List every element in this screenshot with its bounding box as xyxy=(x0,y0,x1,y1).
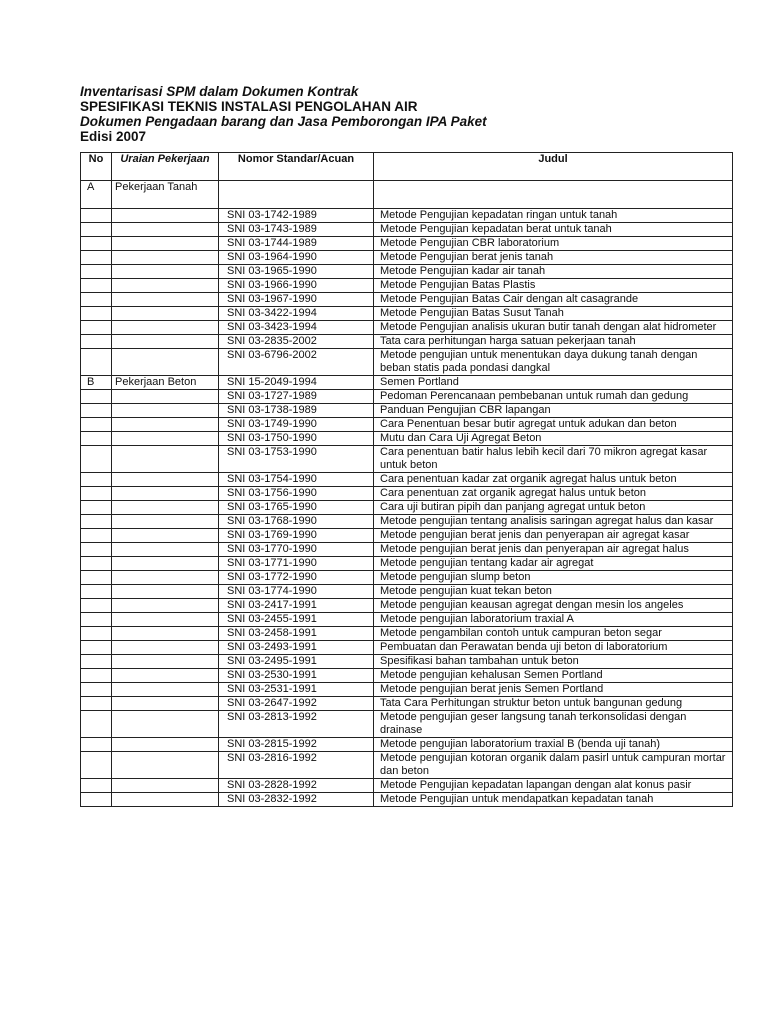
cell-nomor: SNI 03-1753-1990 xyxy=(219,446,374,473)
cell-nomor: SNI 03-2813-1992 xyxy=(219,711,374,738)
cell-judul: Metode pengujian berat jenis dan penyerapan air agregat kasar xyxy=(374,529,733,543)
cell-judul: Semen Portland xyxy=(374,376,733,390)
cell-judul: Metode pengujian berat jenis dan penyerapan air agregat halus xyxy=(374,543,733,557)
cell-judul: Metode pengujian tentang analisis saringan agregat halus dan kasar xyxy=(374,515,733,529)
table-row xyxy=(81,237,733,251)
cell-nomor: SNI 03-2828-1992 xyxy=(219,779,374,793)
cell-nomor: SNI 03-6796-2002 xyxy=(219,349,374,376)
column-header-uraian: Uraian Pekerjaan xyxy=(112,153,219,181)
cell-uraian xyxy=(112,655,219,669)
cell-nomor: SNI 03-2832-1992 xyxy=(219,793,374,807)
header-line-4: Edisi 2007 xyxy=(80,129,147,144)
cell-nomor: SNI 03-1738-1989 xyxy=(219,404,374,418)
cell-no xyxy=(81,432,112,446)
cell-nomor: SNI 03-3423-1994 xyxy=(219,321,374,335)
cell-uraian xyxy=(112,613,219,627)
column-header-nomor: Nomor Standar/Acuan xyxy=(219,153,374,181)
cell-judul: Metode Pengujian untuk mendapatkan kepadatan tanah xyxy=(374,793,733,807)
table-row xyxy=(81,418,733,432)
cell-uraian xyxy=(112,571,219,585)
cell-no xyxy=(81,585,112,599)
cell-judul: Metode Pengujian analisis ukuran butir tanah dengan alat hidrometer xyxy=(374,321,733,335)
cell-uraian xyxy=(112,321,219,335)
cell-nomor: SNI 03-1765-1990 xyxy=(219,501,374,515)
table-row xyxy=(81,585,733,599)
cell-nomor: SNI 03-2458-1991 xyxy=(219,627,374,641)
cell-judul: Pembuatan dan Perawatan benda uji beton di laboratorium xyxy=(374,641,733,655)
cell-no xyxy=(81,487,112,501)
table-row xyxy=(81,487,733,501)
cell-no: B xyxy=(81,376,112,390)
cell-judul: Metode pengujian berat jenis Semen Portland xyxy=(374,683,733,697)
cell-judul: Cara penentuan zat organik agregat halus untuk beton xyxy=(374,487,733,501)
cell-uraian xyxy=(112,627,219,641)
cell-no xyxy=(81,557,112,571)
table-row xyxy=(81,404,733,418)
column-header-no: No xyxy=(81,153,112,181)
cell-uraian xyxy=(112,237,219,251)
table-row xyxy=(81,779,733,793)
cell-uraian xyxy=(112,335,219,349)
cell-uraian xyxy=(112,779,219,793)
table-row xyxy=(81,251,733,265)
cell-nomor: SNI 03-2647-1992 xyxy=(219,697,374,711)
cell-no xyxy=(81,321,112,335)
cell-uraian xyxy=(112,432,219,446)
cell-nomor: SNI 03-1756-1990 xyxy=(219,487,374,501)
table-row xyxy=(81,321,733,335)
cell-nomor: SNI 03-2815-1992 xyxy=(219,738,374,752)
cell-nomor: SNI 03-2417-1991 xyxy=(219,599,374,613)
cell-no xyxy=(81,279,112,293)
cell-no xyxy=(81,599,112,613)
cell-no xyxy=(81,237,112,251)
cell-uraian xyxy=(112,585,219,599)
cell-no xyxy=(81,335,112,349)
table-row xyxy=(81,697,733,711)
cell-uraian xyxy=(112,473,219,487)
cell-judul: Metode pengujian laboratorium traxial A xyxy=(374,613,733,627)
document-header xyxy=(80,84,740,144)
cell-no xyxy=(81,543,112,557)
cell-judul: Metode pengujian kuat tekan beton xyxy=(374,585,733,599)
cell-uraian: Pekerjaan Beton xyxy=(112,376,219,390)
cell-judul: Metode pengujian kotoran organik dalam pasirl untuk campuran mortar dan beton xyxy=(374,752,733,779)
cell-no xyxy=(81,307,112,321)
cell-nomor: SNI 03-1727-1989 xyxy=(219,390,374,404)
cell-judul: Cara uji butiran pipih dan panjang agregat untuk beton xyxy=(374,501,733,515)
cell-judul: Metode Pengujian Batas Plastis xyxy=(374,279,733,293)
cell-nomor: SNI 03-1768-1990 xyxy=(219,515,374,529)
cell-no xyxy=(81,251,112,265)
cell-no xyxy=(81,209,112,223)
cell-judul: Cara penentuan batir halus lebih kecil dari 70 mikron agregat kasar untuk beton xyxy=(374,446,733,473)
table-row xyxy=(81,349,733,376)
cell-uraian xyxy=(112,209,219,223)
cell-no xyxy=(81,683,112,697)
cell-uraian xyxy=(112,641,219,655)
cell-judul: Metode Pengujian kadar air tanah xyxy=(374,265,733,279)
cell-no xyxy=(81,501,112,515)
table-row xyxy=(81,293,733,307)
cell-judul: Metode pengujian geser langsung tanah terkonsolidasi dengan drainase xyxy=(374,711,733,738)
cell-uraian xyxy=(112,251,219,265)
cell-judul: Mutu dan Cara Uji Agregat Beton xyxy=(374,432,733,446)
cell-nomor: SNI 03-2495-1991 xyxy=(219,655,374,669)
table-row xyxy=(81,529,733,543)
cell-uraian xyxy=(112,223,219,237)
cell-uraian xyxy=(112,279,219,293)
cell-nomor: SNI 15-2049-1994 xyxy=(219,376,374,390)
cell-uraian xyxy=(112,265,219,279)
cell-judul: Metode Pengujian CBR laboratorium xyxy=(374,237,733,251)
cell-nomor: SNI 03-2531-1991 xyxy=(219,683,374,697)
table-row xyxy=(81,223,733,237)
cell-nomor: SNI 03-1742-1989 xyxy=(219,209,374,223)
cell-nomor: SNI 03-1772-1990 xyxy=(219,571,374,585)
cell-no xyxy=(81,515,112,529)
table-row xyxy=(81,446,733,473)
cell-uraian xyxy=(112,349,219,376)
table-row xyxy=(81,473,733,487)
cell-nomor: SNI 03-1744-1989 xyxy=(219,237,374,251)
cell-uraian xyxy=(112,487,219,501)
cell-no xyxy=(81,779,112,793)
cell-judul: Tata cara perhitungan harga satuan pekerjaan tanah xyxy=(374,335,733,349)
table-row xyxy=(81,669,733,683)
cell-uraian xyxy=(112,404,219,418)
table-row xyxy=(81,390,733,404)
cell-uraian xyxy=(112,293,219,307)
cell-judul: Metode Pengujian kepadatan ringan untuk tanah xyxy=(374,209,733,223)
cell-no xyxy=(81,641,112,655)
cell-no xyxy=(81,349,112,376)
cell-judul: Metode pengujian slump beton xyxy=(374,571,733,585)
cell-uraian xyxy=(112,711,219,738)
header-line-2: SPESIFIKASI TEKNIS INSTALASI PENGOLAHAN AIR xyxy=(80,99,418,114)
table-row xyxy=(81,501,733,515)
cell-nomor: SNI 03-2816-1992 xyxy=(219,752,374,779)
cell-no xyxy=(81,223,112,237)
column-header-judul: Judul xyxy=(374,153,733,181)
cell-uraian xyxy=(112,307,219,321)
cell-uraian: Pekerjaan Tanah xyxy=(112,181,219,209)
header-line-1: Inventarisasi SPM dalam Dokumen Kontrak xyxy=(80,84,359,99)
cell-judul: Metode pengujian laboratorium traxial B (benda uji tanah) xyxy=(374,738,733,752)
table-row xyxy=(81,613,733,627)
cell-no xyxy=(81,390,112,404)
table-row xyxy=(81,793,733,807)
cell-judul: Metode pengujian tentang kadar air agregat xyxy=(374,557,733,571)
cell-nomor: SNI 03-1754-1990 xyxy=(219,473,374,487)
cell-no xyxy=(81,738,112,752)
cell-uraian xyxy=(112,446,219,473)
table-row xyxy=(81,209,733,223)
cell-uraian xyxy=(112,529,219,543)
table-header-row xyxy=(81,153,733,181)
cell-nomor: SNI 03-1771-1990 xyxy=(219,557,374,571)
cell-no xyxy=(81,265,112,279)
header-line-3: Dokumen Pengadaan barang dan Jasa Pemborongan IPA Paket xyxy=(80,114,487,129)
table-row xyxy=(81,543,733,557)
table-row xyxy=(81,335,733,349)
cell-uraian xyxy=(112,683,219,697)
cell-nomor: SNI 03-2493-1991 xyxy=(219,641,374,655)
cell-nomor: SNI 03-1966-1990 xyxy=(219,279,374,293)
cell-judul: Metode pengujian untuk menentukan daya dukung tanah dengan beban statis pada pondasi dangkal xyxy=(374,349,733,376)
cell-judul xyxy=(374,181,733,209)
table-row xyxy=(81,711,733,738)
cell-uraian xyxy=(112,418,219,432)
cell-uraian xyxy=(112,557,219,571)
cell-uraian xyxy=(112,515,219,529)
cell-no xyxy=(81,613,112,627)
cell-judul: Cara penentuan kadar zat organik agregat halus untuk beton xyxy=(374,473,733,487)
cell-judul: Metode pengambilan contoh untuk campuran beton segar xyxy=(374,627,733,641)
cell-nomor: SNI 03-1965-1990 xyxy=(219,265,374,279)
table-row xyxy=(81,432,733,446)
table-row xyxy=(81,655,733,669)
cell-no xyxy=(81,418,112,432)
cell-nomor: SNI 03-2455-1991 xyxy=(219,613,374,627)
cell-uraian xyxy=(112,390,219,404)
cell-uraian xyxy=(112,793,219,807)
cell-no: A xyxy=(81,181,112,209)
cell-nomor: SNI 03-1770-1990 xyxy=(219,543,374,557)
cell-judul: Metode pengujian kehalusan Semen Portland xyxy=(374,669,733,683)
cell-no xyxy=(81,669,112,683)
cell-no xyxy=(81,697,112,711)
cell-judul: Cara Penentuan besar butir agregat untuk adukan dan beton xyxy=(374,418,733,432)
cell-judul: Spesifikasi bahan tambahan untuk beton xyxy=(374,655,733,669)
cell-uraian xyxy=(112,697,219,711)
cell-nomor: SNI 03-1967-1990 xyxy=(219,293,374,307)
cell-judul: Pedoman Perencanaan pembebanan untuk rumah dan gedung xyxy=(374,390,733,404)
table-row xyxy=(81,376,733,390)
cell-uraian xyxy=(112,599,219,613)
table-row xyxy=(81,683,733,697)
cell-nomor: SNI 03-1774-1990 xyxy=(219,585,374,599)
cell-no xyxy=(81,752,112,779)
cell-no xyxy=(81,711,112,738)
cell-nomor: SNI 03-3422-1994 xyxy=(219,307,374,321)
cell-nomor: SNI 03-2530-1991 xyxy=(219,669,374,683)
cell-nomor xyxy=(219,181,374,209)
cell-judul: Tata Cara Perhitungan struktur beton untuk bangunan gedung xyxy=(374,697,733,711)
cell-uraian xyxy=(112,752,219,779)
cell-uraian xyxy=(112,669,219,683)
cell-nomor: SNI 03-1964-1990 xyxy=(219,251,374,265)
cell-judul: Metode Pengujian berat jenis tanah xyxy=(374,251,733,265)
standards-table xyxy=(80,152,733,807)
cell-judul: Metode Pengujian kepadatan lapangan dengan alat konus pasir xyxy=(374,779,733,793)
cell-judul: Metode Pengujian kepadatan berat untuk tanah xyxy=(374,223,733,237)
table-row xyxy=(81,752,733,779)
cell-judul: Metode Pengujian Batas Cair dengan alt casagrande xyxy=(374,293,733,307)
cell-nomor: SNI 03-1749-1990 xyxy=(219,418,374,432)
cell-no xyxy=(81,293,112,307)
table-row xyxy=(81,279,733,293)
cell-no xyxy=(81,627,112,641)
cell-uraian xyxy=(112,501,219,515)
cell-uraian xyxy=(112,738,219,752)
cell-no xyxy=(81,655,112,669)
table-row xyxy=(81,265,733,279)
cell-no xyxy=(81,529,112,543)
table-row xyxy=(81,738,733,752)
table-row xyxy=(81,641,733,655)
cell-no xyxy=(81,446,112,473)
cell-judul: Metode pengujian keausan agregat dengan mesin los angeles xyxy=(374,599,733,613)
cell-no xyxy=(81,473,112,487)
cell-no xyxy=(81,793,112,807)
cell-uraian xyxy=(112,543,219,557)
table-body xyxy=(81,181,733,807)
cell-no xyxy=(81,404,112,418)
table-row xyxy=(81,515,733,529)
cell-judul: Panduan Pengujian CBR lapangan xyxy=(374,404,733,418)
cell-nomor: SNI 03-1743-1989 xyxy=(219,223,374,237)
table-row xyxy=(81,599,733,613)
cell-nomor: SNI 03-2835-2002 xyxy=(219,335,374,349)
cell-nomor: SNI 03-1750-1990 xyxy=(219,432,374,446)
cell-nomor: SNI 03-1769-1990 xyxy=(219,529,374,543)
table-row xyxy=(81,307,733,321)
cell-judul: Metode Pengujian Batas Susut Tanah xyxy=(374,307,733,321)
table-row xyxy=(81,557,733,571)
table-row xyxy=(81,181,733,209)
table-row xyxy=(81,627,733,641)
table-row xyxy=(81,571,733,585)
cell-no xyxy=(81,571,112,585)
